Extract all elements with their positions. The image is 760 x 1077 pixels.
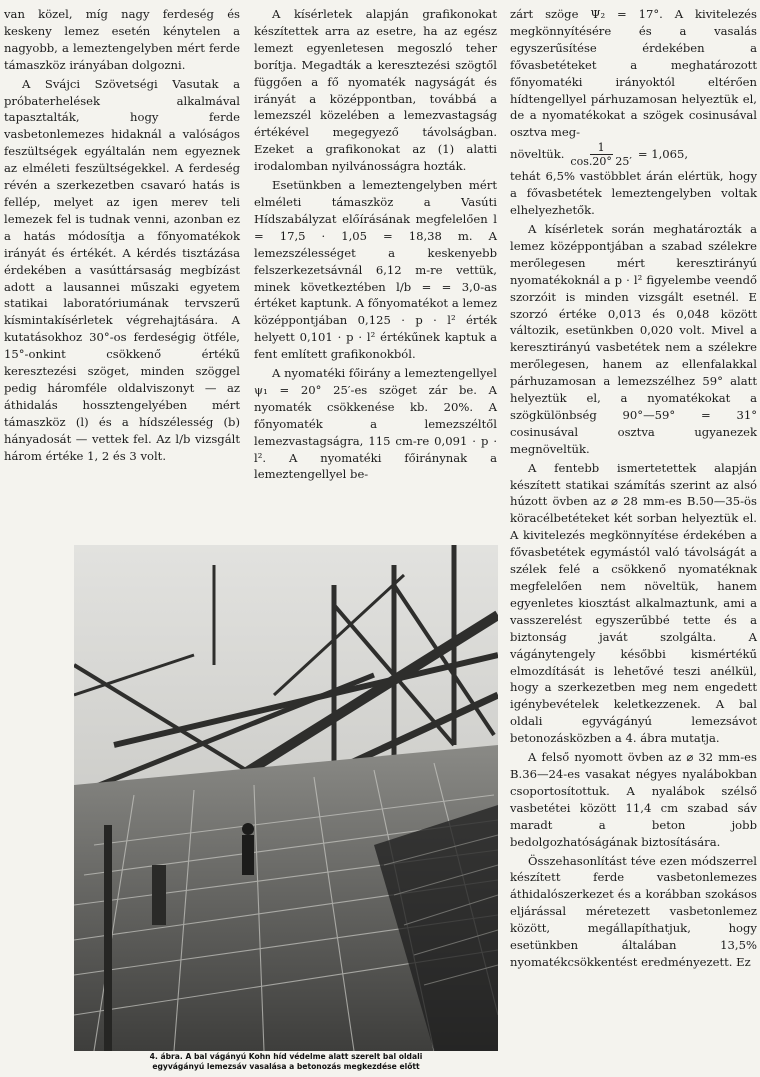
fraction bbox=[570, 141, 631, 168]
bridge-reinforcement-photo bbox=[74, 545, 498, 1051]
paragraph: A fentebb ismertetettek alapján készített statikai számítás szerint az alsó húzott övben az ⌀ 28 mm-es B.50—35-ös köracélbetéteket két sorban helyeztük el. A kivitelezés megkönnyítése érdekében a fővasbetétek egymástól való távolságát a szélek felé a csökkenő nyomatéknak megfelelően nem növeltük, hanem egyenletes kiosztást alkalmaztunk, ami a vasszerelést egyszerűbbé tette és a biztonság javát szolgálta. A vágánytengely későbbi kismértékű elmozdítását is lehetővé teszi anélkül, hogy a szerkezetben meg nem engedett igénybevételek keletkezzenek. A bal oldali egyvágányú lemezsávot betonozásközben a 4. ábra mutatja. bbox=[510, 460, 757, 746]
text-column-1 bbox=[4, 6, 240, 464]
formula-line bbox=[510, 141, 757, 168]
paragraph: A felső nyomott övben az ⌀ 32 mm-es B.36—24-es vasakat négyes nyalábokban csoportosítottuk. A nyalábok szélső vasbetétei között 11,4 cm szabad sáv maradt a beton jobb bedolgozhatóságának biztosítására. bbox=[510, 750, 757, 849]
paragraph: A kísérletek során meghatározták a lemez középpontjában a szabad szélekre merőlegesen mért keresztirányú nyomatékoknál a p · l² figyelembe veendő szorzóit is minden vizsgált esetnél. E szorzó értéke 0,013 és 0,048 között változik, esetünkben 0,020 volt. Mivel a keresztirányú vasbetétek nem a szélekre merőlegesen, hanem az ellenfalakkal párhuzamosan a lemezszélhez 59° alatt helyeztük el, a nyomatékokat a szögkülönbség 90°—59° = 31° cosinusával osztva ugyanezek megnöveltük. bbox=[510, 221, 757, 456]
caption-line: egyvágányú lemezsáv vasalása a betonozás megkezdése előtt bbox=[152, 1062, 420, 1071]
formula-prefix: növeltük. bbox=[510, 147, 565, 162]
paragraph: Esetünkben a lemeztengelyben mért elméleti támaszköz a Vasúti Hídszabályzat előírásának megfelelően l = 17,5 · 1,05 = 18,38 m. A lemezszélességet a keskenyebb felszerkezetsávnál 6,12 m-re vettük, minek következtében l/b = = 3,0-as értéket kaptunk. A főnyomatékot a lemez középpontjában 0,125 · p · l² érték helyett 0,101 · p · l² értékűnek kaptuk a fent említett grafikonokból. bbox=[254, 178, 497, 362]
paragraph: A kísérletek alapján grafikonokat készítettek arra az esetre, ha az egész lemezt egyenletesen megoszló teher borítja. Megadták a keresztezési szögtől függően a fő nyomaték nagyságát és irányát a középpontban, továbbá a lemezszél közelében a lemezvastagság értékével megegyező távolságban. Ezeket a grafikonokat az (1) alatti irodalomban nyilvánosságra hozták. bbox=[254, 7, 497, 174]
paragraph: A nyomatéki főirány a lemeztengellyel ψ₁ = 20° 25′-es szöget zár be. A nyomaték csökkenése kb. 20%. A főnyomaték a lemezszéltől lemezvastagságra, 115 cm-re 0,091 · p · l². A nyomatéki főiránynak a lemeztengellyel be- bbox=[254, 366, 497, 482]
caption-line: 4. ábra. A bal vágányú Kohn híd védelme alatt szerelt bal oldali bbox=[149, 1052, 423, 1061]
text-column-3 bbox=[510, 6, 757, 971]
paragraph: tehát 6,5% vastöbblet árán elértük, hogy a fővasbetétek lemeztengelyben voltak elhelyezhetők. bbox=[510, 169, 757, 218]
paragraph-part: zárt szöge Ψ₂ = 17°. A kivitelezés megkönnyítésére és a vasalás egyszerűsítése érdekében a fővasbetéteket a meghatározott főnyomatéki irányoktól eltérően hídtengellyel párhuzamosan helyeztük el, de a nyomatékokat a szögek cosinusával osztva meg- bbox=[510, 7, 757, 140]
paragraph: Összehasonlítást téve ezen módszerrel készített ferde vasbetonlemezes áthidalószerkezet és a korábban szokásos eljárással méretezett vasbetonlemez között, megállapíthatjuk, hogy esetünkben általában 13,5% nyomatékcsökkentést eredményezett. Ez bbox=[510, 853, 757, 969]
fraction-numerator: 1 bbox=[590, 141, 613, 155]
formula-result: = 1,065, bbox=[637, 147, 689, 162]
paragraph: van közel, míg nagy ferdeség és keskeny lemez esetén kénytelen a nagyobb, a lemeztengelyben mért ferde támaszköz irányában dolgozni. bbox=[4, 7, 240, 72]
figure-caption bbox=[74, 1052, 498, 1072]
text-column-2 bbox=[254, 6, 497, 483]
paragraph bbox=[510, 6, 757, 141]
figure-photo bbox=[74, 545, 498, 1051]
fraction-denominator: cos.20° 25′ bbox=[570, 155, 632, 169]
paragraph: A Svájci Szövetségi Vasutak a próbaterhelések alkalmával tapasztalták, hogy ferde vasbetonlemezes hidaknál a valóságos feszültségek egyáltalán nem egyeznek az elméleti feszültségekkel. A ferdeség révén a szerkezetben csavaró hatás is fellép, melyet az igen merev teli lemezek fel is tudnak venni, azonban ez a hatás módosítja a főnyomatékok irányát és értékét. A kérdés tisztázása érdekében a vasúttársaság megbízást adott a lausannei műszaki egyetem statikai laboratóriumának tervszerű kísmintakísérletek végrehajtására. A kutatásokhoz 30°-os ferdeségig ötféle, 15°-onkint csökkenő értékű keresztezési szöget, minden szöggel pedig háromféle oldalviszonyt — az áthidalás hossztengelyében mért támaszköz (l) és a hídszélesség (b) hányadosát — vettek fel. Az l/b vizsgált három értéke 1, 2 és 3 volt. bbox=[4, 76, 240, 463]
